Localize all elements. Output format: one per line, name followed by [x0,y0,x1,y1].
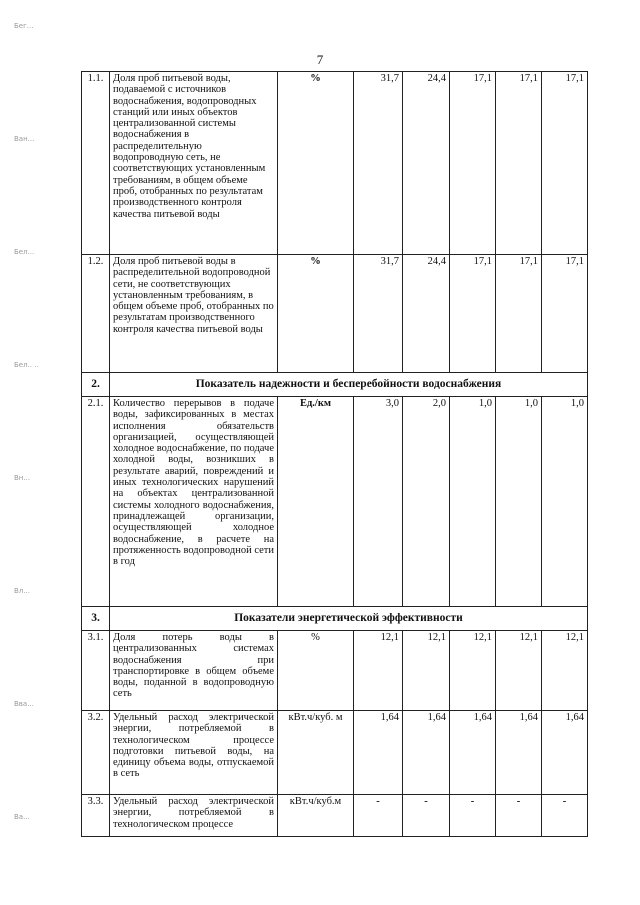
row-number: 1.1. [82,72,110,255]
indicator-description: Удельный расход электрической энергии, потребляемой в технологическом процессе [110,795,278,837]
table-row [82,795,588,837]
row-number: 3.1. [82,631,110,711]
table-row [82,711,588,795]
margin-mark: Бел... [14,248,35,256]
unit-cell: % [278,631,354,711]
section-title: Показатели энергетической эффективности [110,607,588,631]
value-cell: 1,64 [354,711,403,795]
value-cell: - [403,795,450,837]
unit-cell: Ед./км [278,397,354,607]
section-row [82,373,588,397]
section-number: 2. [82,373,110,397]
section-title: Показатель надежности и бесперебойности водоснабжения [110,373,588,397]
value-cell: 1,64 [542,711,588,795]
margin-mark: Вн... [14,474,31,482]
unit-cell: кВт.ч/куб. м [278,711,354,795]
indicators-table [81,71,588,837]
value-cell: 12,1 [542,631,588,711]
value-cell: 31,7 [354,72,403,255]
margin-mark: Вва... [14,700,34,708]
page-number: 7 [316,52,324,67]
value-cell: - [354,795,403,837]
unit-cell: % [278,72,354,255]
value-cell: 1,0 [450,397,496,607]
value-cell: 17,1 [450,72,496,255]
indicator-description: Доля проб питьевой воды, подаваемой с источников водоснабжения, водопроводных станций или иных объектов централизованной системы водоснабжения в распределительную водопроводную сеть, не соответствующих установленным требованиям, в общем объеме проб, отобранных по результатам производственного контроля качества питьевой воды [110,72,278,255]
margin-mark: Вл... [14,587,30,595]
value-cell: 12,1 [354,631,403,711]
margin-mark: Бег... [14,22,34,30]
table-row [82,397,588,607]
value-cell: 17,1 [542,255,588,373]
value-cell: 1,64 [496,711,542,795]
row-number: 2.1. [82,397,110,607]
value-cell: 31,7 [354,255,403,373]
value-cell: 17,1 [542,72,588,255]
value-cell: 1,64 [450,711,496,795]
value-cell: 2,0 [403,397,450,607]
value-cell: 17,1 [496,72,542,255]
unit-cell: кВт.ч/куб.м [278,795,354,837]
section-number: 3. [82,607,110,631]
value-cell: 12,1 [450,631,496,711]
row-number: 3.3. [82,795,110,837]
value-cell: - [496,795,542,837]
row-number: 1.2. [82,255,110,373]
margin-mark: Бел.. .. [14,361,39,369]
value-cell: 3,0 [354,397,403,607]
value-cell: 17,1 [496,255,542,373]
indicator-description: Удельный расход электрической энергии, потребляемой в технологическом процессе подготовки питьевой воды, на единицу объема воды, отпускаемой в сеть [110,711,278,795]
value-cell: 1,0 [542,397,588,607]
value-cell: - [542,795,588,837]
value-cell: - [450,795,496,837]
indicator-description: Количество перерывов в подаче воды, зафиксированных в местах исполнения обязательств организацией, осуществляющей холодное водоснабжение, по подаче холодной воды, возникших в результате аварий, повреждений и иных технологических нарушений на объектах централизованной системы холодного водоснабжения, принадлежащей организации, осуществляющей холодное водоснабжение, в расчете на протяженность водопроводной сети в год [110,397,278,607]
section-row [82,607,588,631]
value-cell: 17,1 [450,255,496,373]
table-row [82,72,588,255]
table-row [82,255,588,373]
value-cell: 12,1 [403,631,450,711]
indicator-description: Доля потерь воды в централизованных системах водоснабжения при транспортировке в общем объеме воды, поданной в водопроводную сеть [110,631,278,711]
indicator-description: Доля проб питьевой воды в распределительной водопроводной сети, не соответствующих установленным требованиям, в общем объеме проб, отобранных по результатам производственного контроля качества питьевой воды [110,255,278,373]
unit-cell: % [278,255,354,373]
value-cell: 1,0 [496,397,542,607]
value-cell: 24,4 [403,255,450,373]
value-cell: 24,4 [403,72,450,255]
margin-mark: Ван... [14,135,35,143]
table-row [82,631,588,711]
row-number: 3.2. [82,711,110,795]
value-cell: 12,1 [496,631,542,711]
margin-mark: Ва... [14,813,30,821]
value-cell: 1,64 [403,711,450,795]
